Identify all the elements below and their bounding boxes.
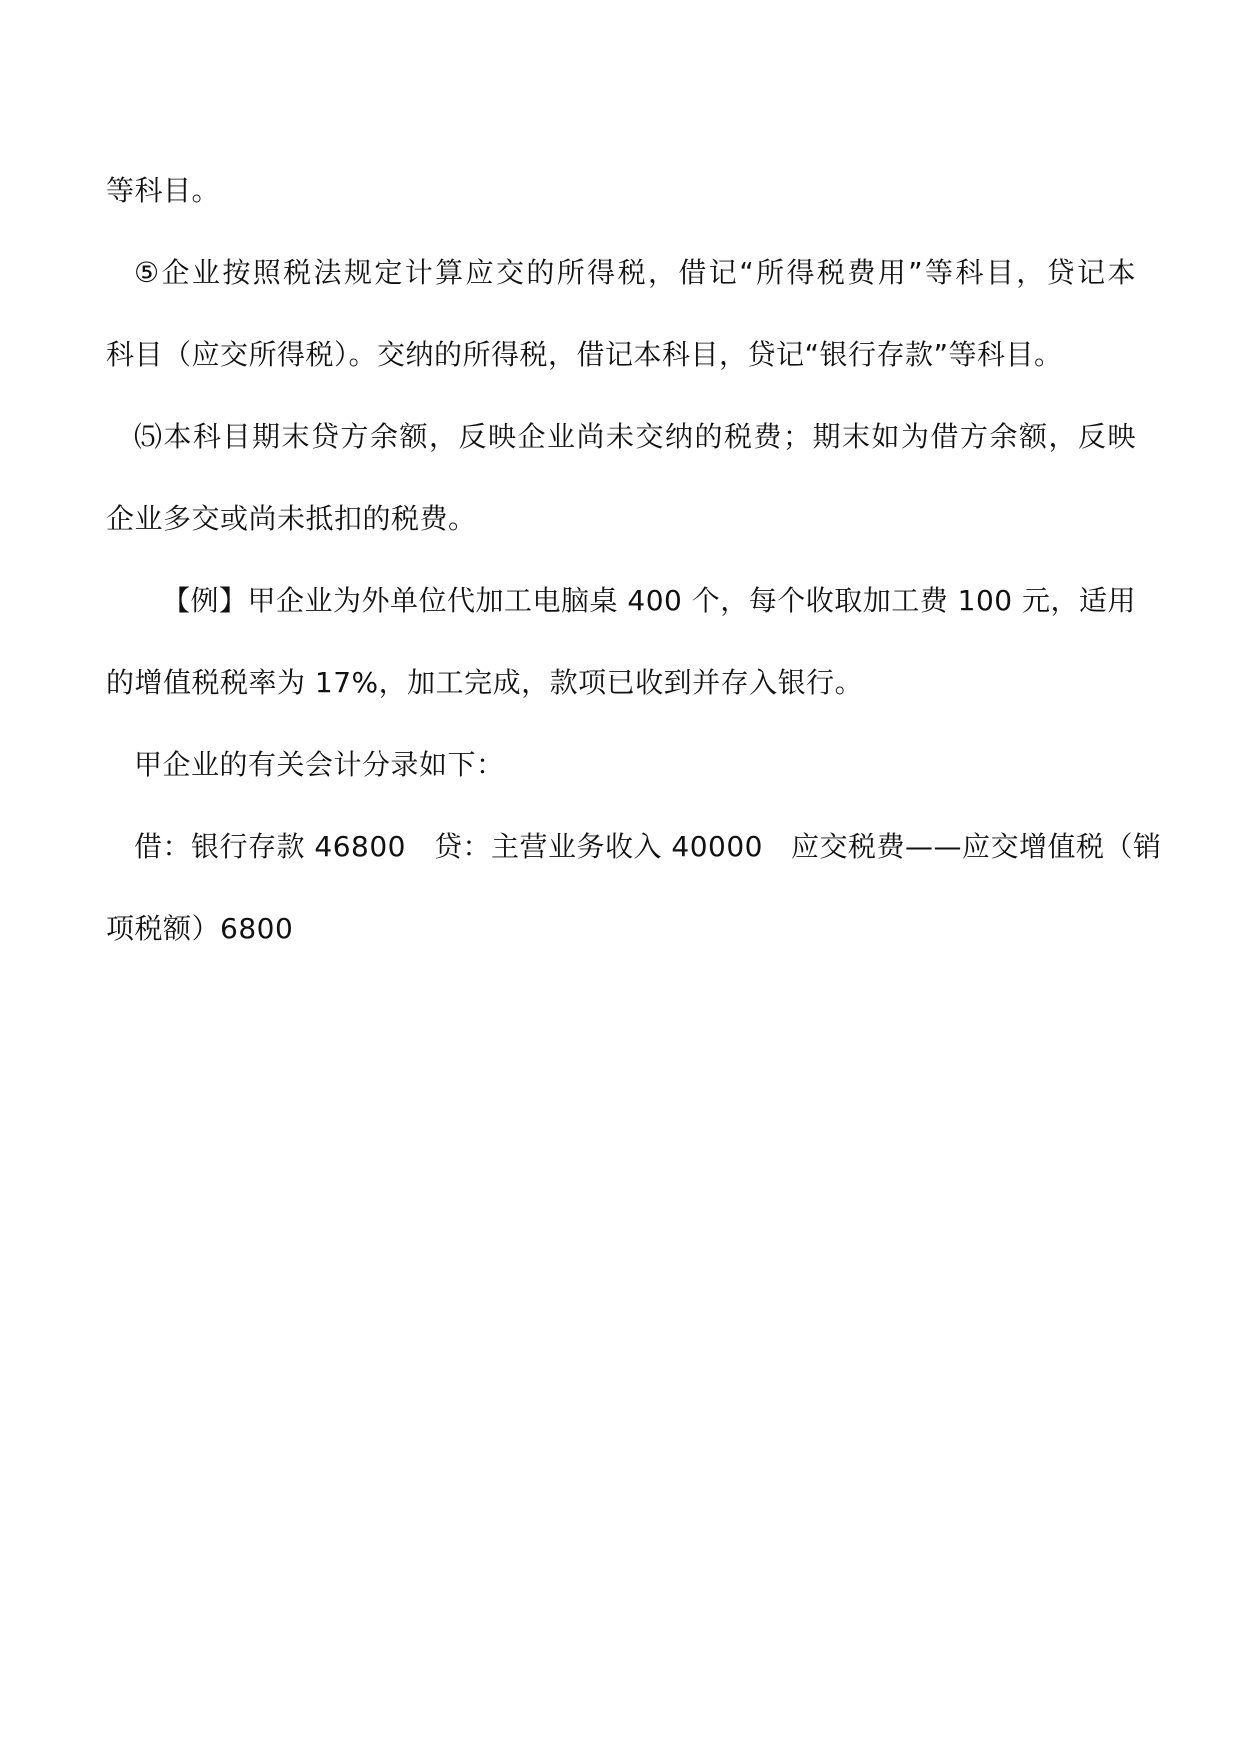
journal-entry bbox=[106, 806, 1162, 970]
text-line: 科目（应交所得税）。交纳的所得税，借记本科目，贷记“银行存款”等科目。 bbox=[106, 338, 1063, 371]
text-line: 【例】甲企业为外单位代加工电脑桌 400 个，每个收取加工费 100 元，适用 bbox=[162, 584, 1136, 617]
paragraph-income-tax bbox=[106, 232, 1136, 396]
text-line: 等科目。 bbox=[106, 174, 221, 207]
paragraph-example bbox=[106, 560, 1136, 724]
paragraph-continuation bbox=[106, 150, 1136, 232]
text-line: 企业多交或尚未抵扣的税费。 bbox=[106, 502, 477, 535]
journal-entry-line bbox=[106, 806, 1162, 888]
paragraph-entries-intro bbox=[106, 724, 1136, 806]
text-line: ⑸本科目期末贷方余额，反映企业尚未交纳的税费；期末如为借方余额，反映 bbox=[134, 420, 1136, 453]
text-line: ⑤企业按照税法规定计算应交的所得税，借记“所得税费用”等科目，贷记本 bbox=[134, 256, 1136, 289]
credit-entry: 贷：主营业务收入 40000 bbox=[433, 830, 763, 863]
tax-entry-continuation: 项税额）6800 bbox=[106, 912, 294, 945]
text-line: 甲企业的有关会计分录如下： bbox=[134, 748, 505, 781]
paragraph-ending-balance bbox=[106, 396, 1136, 560]
text-line: 的增值税税率为 17%，加工完成，款项已收到并存入银行。 bbox=[106, 666, 864, 699]
tax-entry: 应交税费——应交增值税（销 bbox=[790, 830, 1162, 863]
debit-entry: 借：银行存款 46800 bbox=[134, 830, 406, 863]
